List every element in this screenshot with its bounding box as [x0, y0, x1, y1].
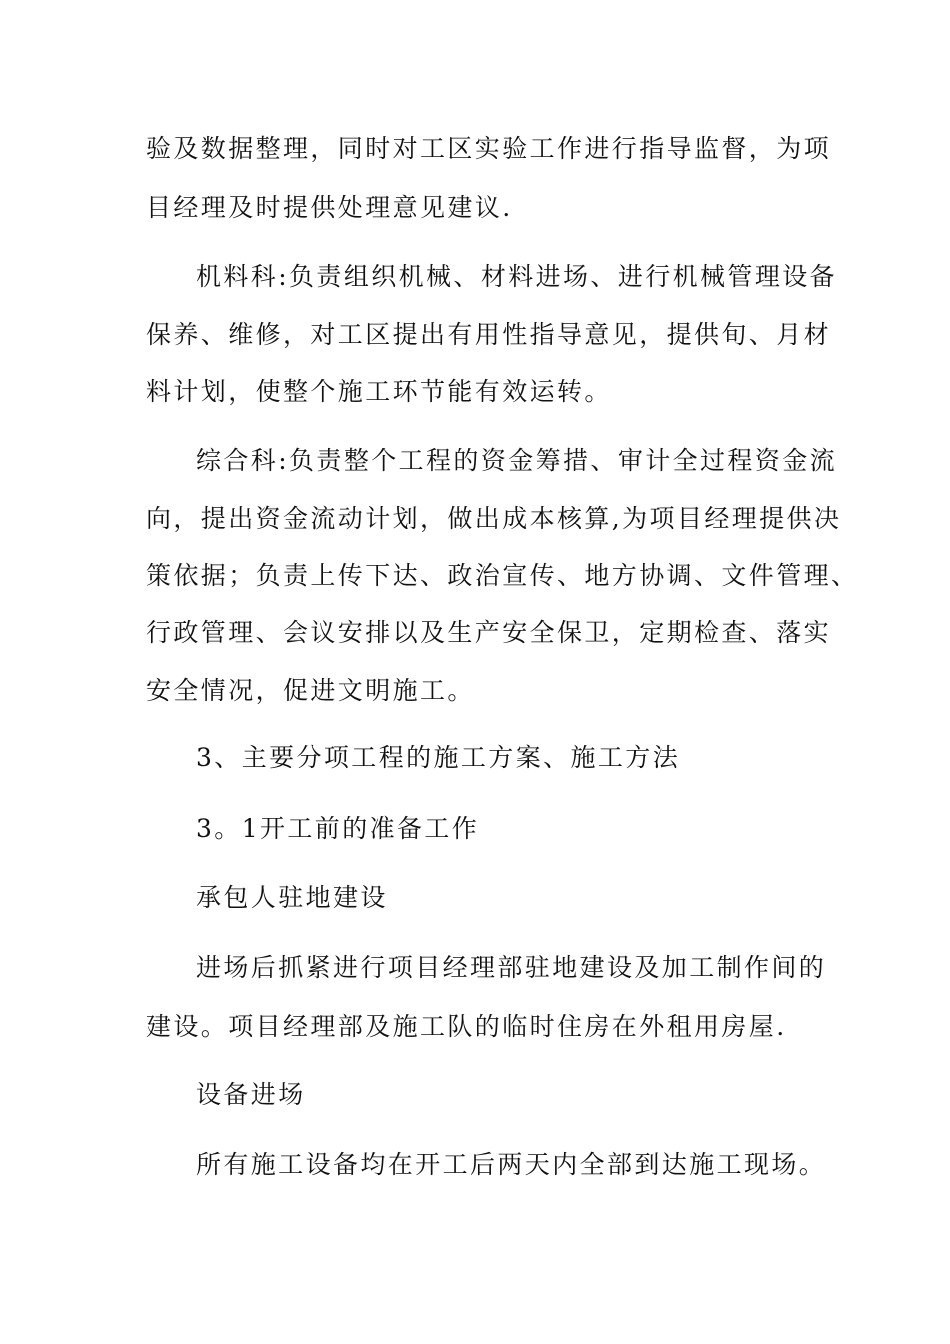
text-line: 行政管理、会议安排以及生产安全保卫，定期检查、落实	[146, 618, 832, 647]
text-line: 料计划，使整个施工环节能有效运转。	[146, 377, 612, 406]
section-heading: 3、主要分项工程的施工方案、施工方法	[196, 743, 681, 772]
item-heading: 设备进场	[196, 1080, 306, 1109]
text-line: 机料科:负责组织机械、材料进场、进行机械管理设备	[196, 262, 838, 291]
text-line: 策依据；负责上传下达、政治宣传、地方协调、文件管理、	[146, 561, 859, 590]
text-line: 建设。项目经理部及施工队的临时住房在外租用房屋.	[146, 1012, 787, 1041]
text-line: 目经理及时提供处理意见建议.	[146, 193, 513, 222]
text-line: 验及数据整理，同时对工区实验工作进行指导监督，为项	[146, 134, 832, 163]
text-line: 向，提出资金流动计划，做出成本核算,为项目经理提供决	[146, 504, 842, 533]
text-line: 综合科:负责整个工程的资金筹措、审计全过程资金流	[196, 446, 838, 475]
text-line: 进场后抓紧进行项目经理部驻地建设及加工制作间的	[196, 953, 827, 982]
subsection-heading: 3。1开工前的准备工作	[196, 814, 480, 843]
text-line: 安全情况，促进文明施工。	[146, 676, 475, 705]
paragraph-equipment-arrival: 所有施工设备均在开工后两天内全部到达施工现场。	[196, 1150, 827, 1179]
item-heading: 承包人驻地建设	[196, 883, 388, 912]
text-line: 保养、维修，对工区提出有用性指导意见，提供旬、月材	[146, 320, 832, 349]
